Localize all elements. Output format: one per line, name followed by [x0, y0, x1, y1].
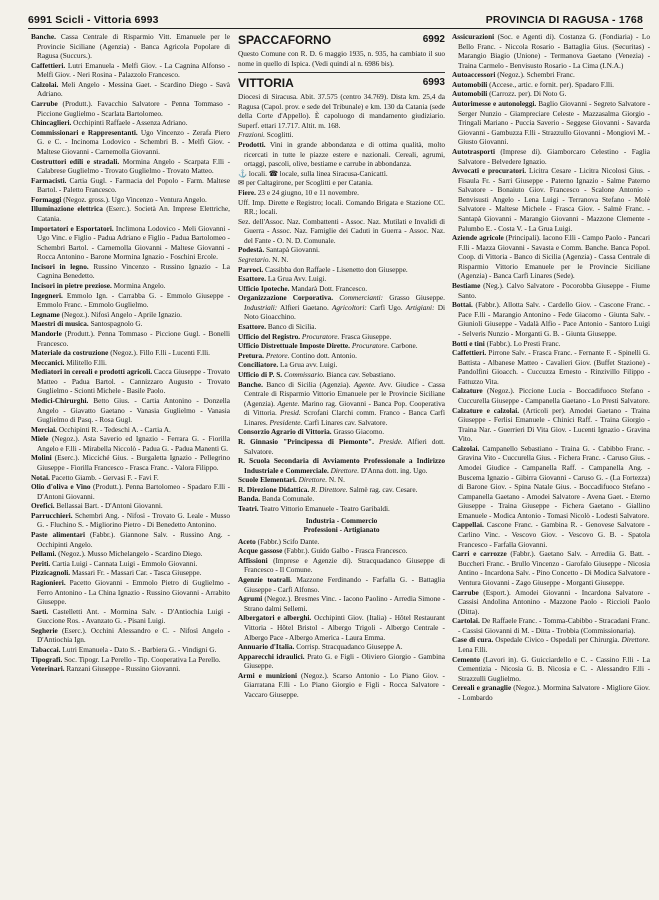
- directory-entry: Automobili (Accese., artic. e fornit. per). Spadaro F.lli.: [452, 79, 614, 89]
- directory-entry: Tabaccai. Lutri Emanuela - Dato S. - Barbiera G. - Vindigni G.: [31, 645, 217, 654]
- directory-entry: Periti. Cartia Luigi - Cannata Luigi - Emmolo Giovanni.: [31, 558, 198, 568]
- directory-entry: Autotrasporti (Imprese di). Giamborcaro Celestino - Faglia Salvatore - Belvedere Ignazio.: [452, 146, 650, 166]
- directory-entry: Medici-Chirurghi. Betto Gius. - Cartia Antonino - Donzella Angelo - Giavatto Gaetano - Vanasia Guglielmo - Vanasia Guglielmo di Pasq. - Rosa Gugl.: [31, 395, 230, 425]
- entry-text: Diocesi di Siracusa. Abit. 37.575 (centro 34.769). Dista km. 25,4 da Ragusa (Capol. prov. e sede del Tribunale) e km. 130 da Catania (sede della Corte d'Appello). È capoluogo di mandamento giudiziario. Superf. ettari 17.717. Altit. m. 168.: [238, 92, 445, 130]
- directory-entry: Calzature e calzolai. (Articoli per). Amodei Gaetano - Traina Giuseppe - Ferlisi Emanuele - Chinici Raff. - Traina Giorgio - Traina Nar. - Guerrieri Di Vita Giov. - Lucenti Ignazio - Gravina Vito.: [452, 405, 650, 444]
- directory-entry: Conciliatore. La Grua avv. Luigi.: [238, 360, 338, 370]
- directory-entry: Acque gassose (Fabbr.). Guido Galbo - Frasca Francesco.: [238, 546, 408, 556]
- header-right: PROVINCIA DI RAGUSA - 1768: [485, 14, 643, 26]
- directory-entry: Farmacisti. Cartia Gugl. - Farmacia del Popolo - Farm. Maltese Bartol. - Paletto Francesco.: [31, 175, 230, 195]
- directory-entry: Agrumi (Negoz.). Bresmes Vinc. - Iacono Paolino - Arredia Simone - Strano dalmi Sellemi.: [238, 594, 445, 613]
- directory-entry: Maestri di musica. Santospagnolo G.: [31, 319, 143, 329]
- directory-entry: Aziende agricole (Principali). Iacono F.lli - Campo Paolo - Pancari F.lli - Mazza Giovanni - Savasta e Comm. Banche. Banca Popol. Coop. di Vittoria - Banco di Sicilia (Agenzia) - Cassa Centrale di Risparmio Vittorio Emanuele per le Provincie Siciliane (Agenzia) - Banca Carfì Linares (Sede).: [452, 233, 650, 281]
- divider: [238, 72, 445, 73]
- directory-entry: Merciai. Occhipinti R. - Tedeschi A. - Cartia A.: [31, 424, 171, 434]
- directory-entry: Parrucchieri. Schembri Ang. - Nifosì - Trovato G. Leale - Musso G. - Fluchino S. - Migliorino Pietro - Di Benedetto Antonino.: [31, 510, 230, 530]
- directory-entry: Segretario. N. N.: [238, 254, 289, 264]
- directory-entry: Cappellai. Cascone Franc. - Gambina R. - Genovese Salvatore - Carlino Vinc. - Vescovo Giov. - Vescovo G. B. - Spatola Francesco - Farfalla Giovanni.: [452, 520, 650, 549]
- directory-entry: Assicurazioni (Soc. e Agenti di). Costanza G. (Fondiaria) - Lo Bello Franc. - Niccola Rosario - Battaglia Gius. (Securitas) - Marangio Biagio (Unione) - Termanova Gaetano (Venezia) - Traina Carmelo - Benvisusto Rosario - La Cima (I.N.A.): [452, 32, 650, 70]
- directory-entry: Avvocati e procuratori. Licitra Cesare - Licitra Nicolosi Gius. - Fisaula Fr. - Sarri Giuseppe - Paterno Ignazio - Salme Paterno Salvatore - Bonaiuto Giov. Francesco - Scalone Antonio - Benvisusti Angelo - Lena Luigi - Terranova Stefano - Molè Salvatore - Maltese Michele - Frasca Giov. - Salmè Franc. - Santapà Giovanni - Marangio Giovanni - Mazzone Clemente - Palumbo E. - Costa V. - La Grua Luigi.: [452, 166, 650, 233]
- directory-entry: Incisori in legno. Russino Vincenzo - Russino Ignazio - La Cagnina Benedetto.: [31, 261, 230, 281]
- entry-title-spaccaforno: [238, 33, 445, 47]
- directory-entry: Uff. Imp. Dirette e Registro; locali. Comando Brigata e Stazione CC. RR.; locali.: [238, 197, 445, 217]
- entry-number: 6993: [422, 77, 445, 89]
- directory-entry: Meccanici. Militello F.lli.: [31, 357, 107, 367]
- directory-entry: Chincaglieri. Occhipinti Raffaele - Assenza Adriano.: [31, 118, 188, 128]
- directory-entry: Affissioni (Imprese e Agenzie di). Stracquadanco Giuseppe di Francesco - Il Comune.: [238, 555, 445, 575]
- directory-entry: Olio d'oliva e Vino (Produtt.). Penna Bartolomeo - Spadaro F.lli - D'Antoni Giovanni.: [31, 482, 230, 501]
- directory-entry: Caffettieri. Pirrone Salv. - Frasca Franc. - Fernante F. - Spinelli G. Battista - Albanese Matteo - Cavalieri Giov. (Buffet Stazione) - Pandolfini Gioacch. - Cuccuzza Ernesto - Rinzivillo Filippo - Fattuzzo Vita.: [452, 348, 650, 386]
- directory-entry: ⚓ locali. ☎ locale, sulla linea Siracusa-Canicattì.: [238, 168, 388, 178]
- directory-entry: Orefici. Bellassai Bart. - D'Antoni Giovanni.: [31, 501, 163, 511]
- directory-entry: Notai. Pacetto Giamb. - Gervasi F. - Favi F.: [31, 472, 159, 482]
- column-right: [452, 32, 650, 896]
- directory-entry: R. Scuola Secondaria di Avviamento Professionale a Indirizzo Industriale e Commerciale. Direttore. D'Anna dott. ing. Ugo.: [238, 456, 445, 475]
- directory-entry: Caffettieri. Lutri Emanuela - Melfi Giov. - La Cagnina Alfonso - Melfi Giov. - Neri Rosina - Palazzolo Francesco.: [31, 60, 230, 80]
- directory-entry: Commissionari e Rappresentanti. Ugo Vincenzo - Zerafa Piero G. e C. - Incinoma Lodovico - Schembri B. - Melfi Giov. - Maltese Giovanni - Carnemolla Giovanni.: [31, 127, 230, 156]
- directory-entry: Ufficio del Registro. Procuratore. Frasca Giuseppe.: [238, 331, 392, 341]
- entry-title-vittoria: [238, 76, 445, 90]
- directory-entry: Cemento (Lavori in). G. Guicciardello e C. - Cassino F.lli - La Cementizia - Nicosia G. B. Nicosia e C. - Alessandro F.lli - Strazzulli Guglielmo.: [452, 654, 650, 683]
- directory-entry: Paste alimentari (Fabbr.). Giannone Salv. - Russino Ang. - Occhipinti Angelo.: [31, 530, 230, 549]
- directory-entry: Cartolai. De Raffaele Franc. - Tomma-Cabibbo - Stracadani Franc. - Cassisi Giovanni di M. - Ditta - Trobbia (Commissionaria).: [452, 616, 650, 635]
- directory-entry: Ingegneri. Emmolo Ign. - Carrabba G. - Emmolo Giuseppe - Emmolo Franc. - Emmolo Guglielmo.: [31, 290, 230, 310]
- page-header: [28, 12, 643, 29]
- directory-entry: Pretura. Pretore. Contino dott. Antonio.: [238, 350, 357, 360]
- directory-entry: R. Ginnasio "Principessa di Piemonte". Preside. Alfieri dott. Salvatore.: [238, 436, 445, 456]
- directory-entry: Calzolai. Campanello Sebastiano - Traina G. - Cabibbo Franc. - Gravina Vito - Cuccurella Gius. - Fichera Franc. - Caruso Gius. - Amodei Giudice - Campanella Raff. - Campanella Ang. - Buscema Ignazio - Gibirra Giovanni - Caruso G. - (La Fortezza) di Barone Giov. - Spina Natale Gius. - Boccadifuoco Stefano - Campanella Gaetano - Amodei Salvatore - Avena Gaet. - Eterno Giuseppe - Traina Giuseppe - Fichera Gaetano - Giallino Emanuele - Modica Antonio - Tomasi Nicolò - Lodesti Salvatore.: [452, 443, 650, 520]
- directory-entry: Agenzie teatrali. Mazzone Ferdinando - Farfalla G. - Battaglia Giuseppe - Carfì Alfonso.: [238, 575, 445, 594]
- directory-entry: Pizzicagnoli. Massari Fr. - Massari Car. - Tasca Giuseppe.: [31, 568, 202, 578]
- directory-entry: Tipografi. Soc. Tipogr. La Perello - Tip. Cooperativa La Perello.: [31, 654, 221, 664]
- section-heading: Industria - Commercio Professioni - Artigianato: [303, 515, 380, 535]
- column-middle: [238, 32, 445, 896]
- directory-entry: Consorzio Agrario di Vittoria. Grasso Giacomo.: [238, 427, 385, 437]
- entry-number: 6992: [422, 34, 445, 45]
- vittoria-entries: [238, 130, 445, 513]
- directory-entry: Cereali e granaglie (Negoz.). Mormina Salvatore - Migliore Giov. - Lombardo: [452, 683, 650, 702]
- directory-entry: Costruttori edili e stradali. Mormina Angelo - Scarpata F.lli - Calabrese Guglielmo - Trovato Guglielmo - Trovato Matteo.: [31, 156, 230, 176]
- directory-entry: Carrube (Produtt.). Favacchio Salvatore - Penna Tommaso - Piccione Guglielmo - Scarlata Bartolomeo.: [31, 99, 230, 118]
- directory-entry: Segherie (Eserc.). Occhini Alessandro e C. - Nifosì Angelo - D'Antiochia Ign.: [31, 625, 230, 645]
- directory-entry: Importatori e Esportatori. Inclimona Lodovico - Meli Giovanni - Ugo Vinc. e Figlio - Padua Adriano e Figlio - Padua Bartolomeo - Schembri Bartol. - Carnemolla Giovanni - Maltese Giovanni - Rocca Antonino - Barone Mormina Ignazio - Foschini Ercole.: [31, 223, 230, 262]
- directory-entry: Bottai. (Fabbr.). Allotta Salv. - Cardello Giov. - Cascone Franc. - Pace F.lli - Marangio Antonino - Fede Giacomo - Giunta Salv. - Giunioli Giuseppe - Vadalà Alfio - Pace Antonio - Santoro Luigi - Selveris Nunzio - Morganti G. B. - Giunta Giuseppe.: [452, 300, 650, 338]
- directory-entry: Ufficio di P. S. Commissario. Bianca cav. Sebastiano.: [238, 369, 396, 379]
- directory-entry: Mandorle (Produtt.). Penna Tommaso - Piccione Gugl. - Bonelli Francesco.: [31, 328, 230, 348]
- directory-entry: Bestiame (Neg.). Calvo Salvatore - Pocorobba Giuseppe - Fiume Santo.: [452, 281, 650, 300]
- directory-entry: Fiere. 23 e 24 giugno, 10 e 11 novembre.: [238, 187, 359, 197]
- directory-entry: Banche. Cassa Centrale di Risparmio Vitt. Emanuele per le Provincie Siciliane (Agenzia) - Banca Agricola Popolare di Ragusa (Succurs.).: [31, 32, 230, 61]
- directory-entry: R. Direzione Didattica. R. Direttore. Salmè rag. cav. Cesare.: [238, 484, 418, 494]
- directory-entry: Carri e carrozze (Fabbr.). Gaetano Salv. - Arrediia G. Batt. - Buccheri Franc. - Brullo Vincenzo - Garofalo Giuseppe - Nicosia Antino - Incardona Salv. - Pino Concetto - Di Modica Salvatore - Ventura Giovanni - Zago Giuseppe - Morganti Giuseppe.: [452, 549, 650, 587]
- directory-entry: Incisori in pietre preziose. Mormina Angelo.: [31, 281, 166, 291]
- header-left: 6991 Scicli - Vittoria 6993: [28, 14, 159, 26]
- town-name: SPACCAFORNO: [238, 33, 332, 47]
- directory-entry: Sarti. Castelletti Ant. - Mormina Salv. - D'Antiochia Luigi - Guccione Ros. - Avanzato G. - Pisani Luigi.: [31, 606, 230, 626]
- directory-entry: Aceto (Fabbr.) Scifo Dante.: [238, 536, 320, 546]
- directory-entry: Materiale da costruzione (Negoz.). Fillo F.lli - Lucenti F.lli.: [31, 348, 210, 358]
- directory-entry: Parroci. Cassibba don Raffaele - Lisenetto don Giuseppe.: [238, 264, 408, 274]
- directory-entry: Botti e tini (Fabbr.). Lo Presti Franc.: [452, 338, 561, 348]
- directory-entry: Frazioni. Scoglitti.: [238, 130, 294, 140]
- directory-entry: Sez. dell'Assoc. Naz. Combattenti - Assoc. Naz. Mutilati e Invalidi di Guerra - Assoc. Naz. Famiglie dei Caduti in Guerra - Assoc. Naz. del Fante - O. N. D. Comunale.: [238, 216, 445, 245]
- entry-text: Questo Comune con R. D. 6 maggio 1935, n. 935, ha cambiato il suo nome in quello di Ispica. (Vedi quindi al n. 6986 bis).: [238, 49, 445, 68]
- directory-entry: Ragionieri. Pacetto Giovanni - Emmolo Pietro di Guglielmo - Ferro Antonino - La China Ignazio - Russino Giovanni - Arrabito Giuseppe.: [31, 577, 230, 607]
- directory-entry: Apparecchi idraulici. Prato G. e Figli - Oliviero Giorgio - Gambina Giuseppe.: [238, 651, 445, 671]
- directory-entry: Banche. Banco di Sicilia (Agenzia). Agente. Avv. Giudice - Cassa Centrale di Risparmio Vittorio Emanuele per le Provincie Siciliane (Agenzia). Agente. Marino rag. Giovanni - Banca Pop. Cooperativa di Vittoria. Presid. Scrofani Clarchi comm. Franco - Banca Carfì Linares. Presidente. Carfì Linares cav. Salvatore.: [238, 379, 445, 427]
- town-name: VITTORIA: [238, 76, 294, 91]
- directory-entry: Ufficio Distrettuale Imposte Dirette. Procuratore. Carbone.: [238, 341, 418, 351]
- directory-entry: Esattore. Banco di Sicilia.: [238, 322, 317, 332]
- directory-entry: Carrube (Esport.). Amodei Giovanni - Incardona Salvatore - Cassisi Andolina Antonino - Mazzone Paolo - Riccioli Paolo (Ditta).: [452, 587, 650, 616]
- directory-entry: Podestà. Santapà Giovanni.: [238, 245, 320, 255]
- directory-entry: Mediatori in cereali e prodotti agricoli. Cacca Giuseppe - Trovato Matteo - Padua Bartol. - Cannizzaro Augusto - Trovato Guglielmo - Scionti Michele - Basile Paolo.: [31, 367, 230, 396]
- directory-entry: Miele (Negoz.). Asta Saverio ed Ignazio - Ferrara G. - Fiorilla Angelo e F.lli - Mirabella Niccolò - Padua G. - Padua Manenti G.: [31, 434, 230, 453]
- directory-entry: Annuario d'Italia. Corrisp. Stracquadanco Giuseppe A.: [238, 642, 403, 652]
- directory-entry: Case di cura. Ospedale Civico - Ospedali per Chirurgia. Direttore. Lena F.lli.: [452, 635, 650, 654]
- directory-entry: Autoaccessori (Negoz.). Schembri Franc.: [452, 70, 575, 80]
- directory-entry: Veterinari. Ranzani Giuseppe - Russino Giovanni.: [31, 664, 181, 674]
- directory-entry: Automobili (Carrozz. per). Di Noto G.: [452, 89, 567, 99]
- directory-entry: Illuminazione elettrica (Eserc.). Società An. Imprese Elettriche, Catania.: [31, 204, 230, 223]
- vittoria-trades: [238, 537, 445, 700]
- directory-entry: Autorimesse e autonoleggi. Baglio Giovanni - Segreto Salvatore - Serger Nunzio - Giampreciare Celeste - Mazzasalma Giorgio - Tringali Mariano - Puccia Saverio - Seggese Giovanni - Savarda Giovanni - Gambuzza F.lli - Strazzullo Giovanni - Mongiovì M. - Giusto Giovanni.: [452, 99, 650, 147]
- directory-entry: Legname (Negoz.). Nifosì Angelo - Aprile Ignazio.: [31, 309, 182, 319]
- directory-entry: Prodotti. Vini in grande abbondanza e di ottima qualità, molto ricercati in tutte le piazze estere e nazionali. Cereali, agrumi, ortaggi, pascoli, olive, bestiame e carrube in abbondanza.: [238, 140, 445, 169]
- directory-entry: Banda. Banda Comunale.: [238, 494, 315, 504]
- directory-entry: Organizzazione Corporativa. Commercianti: Grasso Giuseppe. Industriali: Alfieri Gaetano. Agricoltori: Carfì Ugo. Artigiani: Di Noto Gioacchino.: [238, 293, 445, 322]
- directory-entry: Armi e munizioni (Negoz.). Scarso Antonio - Lo Piano Giov. - Giarratana F.lli - Lo Piano Giorgio e Figli - Rocca Salvatore - Vaccaro Giuseppe.: [238, 670, 445, 699]
- directory-entry: Scuole Elementari. Direttore. N. N.: [238, 475, 345, 485]
- directory-entry: Molini (Eserc.). Micciché Gius. - Burgaletta Ignazio - Pellegrino Giuseppe - Fiorilla Francesco - Frasca Franc. - Valora Filippo.: [31, 453, 230, 473]
- directory-entry: Ufficio Ipoteche. Mandarà Dott. Francesco.: [238, 283, 368, 293]
- directory-entry: Esattore. La Grua Avv. Luigi.: [238, 274, 327, 284]
- directory-entry: Teatri. Teatro Vittorio Emanuele - Teatro Garibaldi.: [238, 504, 390, 514]
- column-left: [31, 32, 230, 896]
- directory-entry: Calzature (Negoz.). Piccione Lucia - Boccadifuoco Stefano - Cuccurella Giuseppe - Campanella Gaetano - Lo Presti Salvatore.: [452, 386, 650, 405]
- directory-entry: ✉ per Caltagirone, per Scoglitti e per Catania.: [238, 178, 373, 188]
- directory-entry: Calzolai. Meli Angelo - Messina Gaet. - Scardino Diego - Savà Adriano.: [31, 79, 230, 99]
- directory-entry: Albergatori e alberghi. Occhipinti Giov. (Italia) - Hôtel Restaurant Vittoria - Hôtel Bristol - Albergo Trigoli - Albergo Centrale - Albergo Pace - Albergo America - Laura Emma.: [238, 613, 445, 642]
- directory-entry: Pellami. (Negoz.). Musso Michelangelo - Scardino Diego.: [31, 549, 203, 559]
- directory-entry: Formaggi (Negoz. gross.). Ugo Vincenzo - Ventura Angelo.: [31, 194, 207, 204]
